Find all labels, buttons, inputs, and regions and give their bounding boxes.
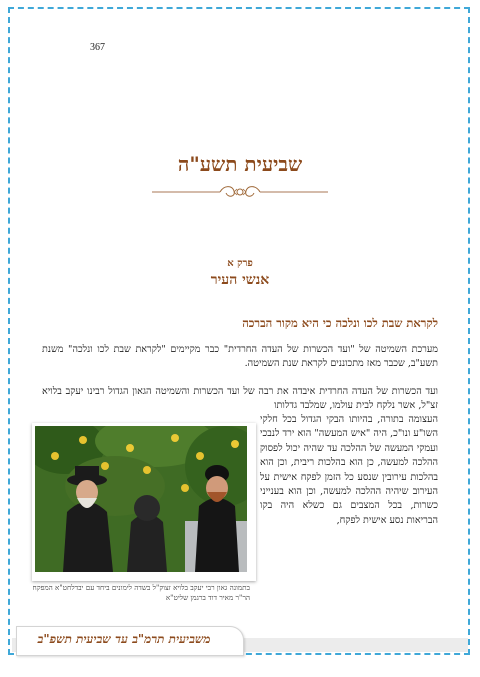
page-number: 367 xyxy=(90,42,105,53)
paragraph-intro: מערכת השמיטה של "ועד הכשרות של העדה החרדית" כבר מקיימים "לקראת שבת לכו ונלכה" משנת תשע"ב, שכבר מאז מתכוננים לקראת שנת השמיטה. xyxy=(42,344,438,370)
paragraph-main-continued: העצומה בתורה, בהיותו הבקי הגדול בכל חלקי השו"ע ונו"כ, היה "איש המעשה" הוא ירד לנבכי ועמקי המעשה של ההלכה עד שהיה יכול לפסוק ההלכה למעשה, כן הוא בהלכות ריבית, וכן הוא בהלכות עירובין שנסע כל הזמן לפקח אישית על העירוב שיהיה ההלכה למעשה, וכן הוא בענייני כשרות, בכל המצבים גם כשלא היה בקו הבריאות נסע אישית לפקח, xyxy=(260,414,438,526)
section-heading: לקראת שבת לכו ונלכה כי היא מקור הברכה xyxy=(242,316,438,330)
paragraph-main: ועד הכשרות של העדה החרדית איבדה את רבה של ועד הכשרות והשמיטה הגאון הגדול רבינו יעקב בלויא זצ"ל, אשר נלקח לבית עולמו, שמלבד גדלותו xyxy=(42,386,438,412)
lemon-grove-photo xyxy=(32,423,256,581)
perek-label: פרק א xyxy=(227,258,253,269)
photo-caption: בתמונה גאון רבי יעקב בלויא זצוק"ל בשדה לימונים ביחד עם יבדלחט"א המפקח הר"ר מאיר דוד ברגמן שליט"א xyxy=(32,583,250,602)
ornament-divider-icon xyxy=(150,183,330,201)
footer-title: משביעית תרמ"ב עד שביעית תשפ"ב xyxy=(37,632,211,646)
perek-title: אנשי העיר xyxy=(210,272,270,288)
chapter-title: שביעית תשע"ה xyxy=(177,152,303,176)
